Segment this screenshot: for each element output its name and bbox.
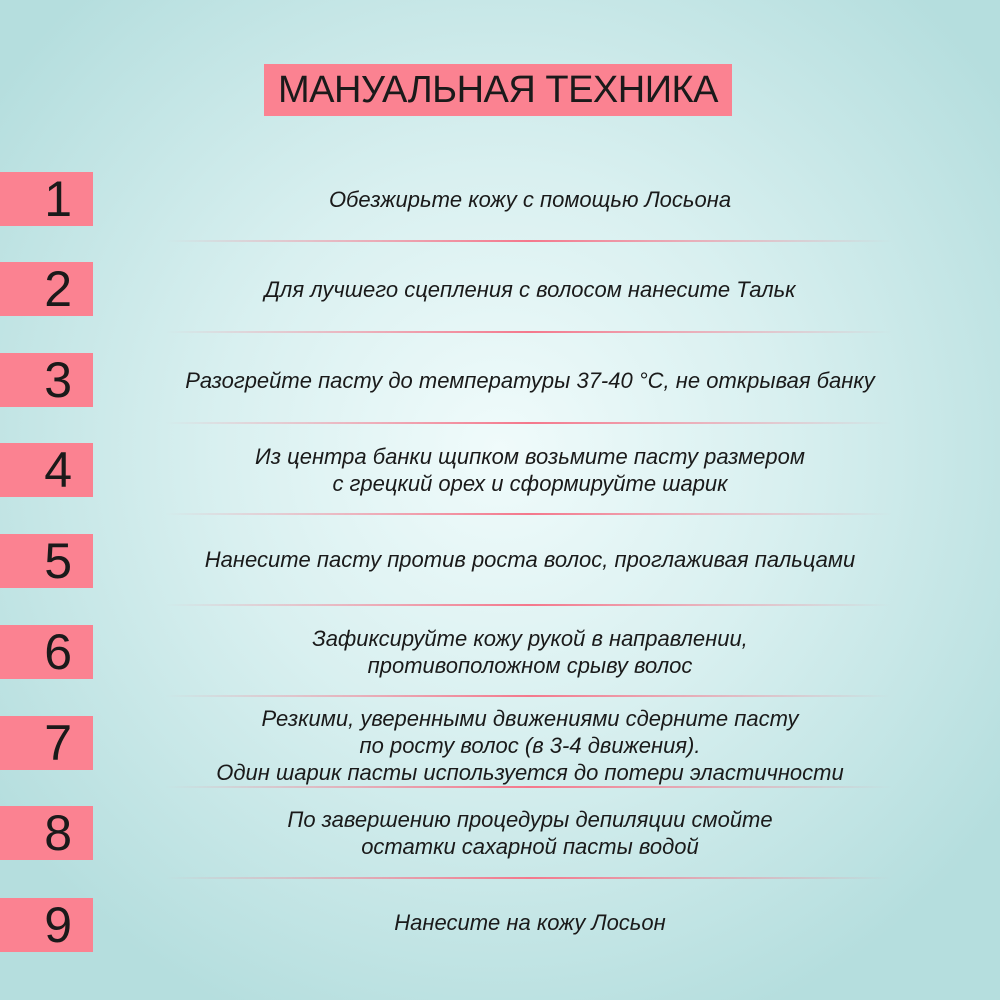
- step-number-badge: 5: [0, 534, 93, 588]
- step-number-badge: 2: [0, 262, 93, 316]
- step-divider: [165, 695, 892, 697]
- step-number-badge: 3: [0, 353, 93, 407]
- step-text-line: Разогрейте пасту до температуры 37-40 °C, не открывая банку: [185, 368, 875, 393]
- step-text-line: остатки сахарной пасты водой: [361, 834, 699, 859]
- step-number-badge: 1: [0, 172, 93, 226]
- step-text-line: по росту волос (в 3-4 движения).: [359, 733, 701, 758]
- step-text-line: Из центра банки щипком возьмите пасту размером: [255, 444, 805, 469]
- step-row-1: [0, 172, 1000, 226]
- step-row-2: [0, 262, 1000, 316]
- step-row-4: [0, 443, 1000, 497]
- step-divider: [165, 513, 892, 515]
- step-text: [150, 186, 910, 213]
- step-row-8: [0, 806, 1000, 860]
- step-divider: [165, 331, 892, 333]
- step-number-badge: 9: [0, 898, 93, 952]
- step-row-7: [0, 706, 1000, 785]
- step-divider: [165, 422, 892, 424]
- step-number-badge: 7: [0, 716, 93, 770]
- step-row-3: [0, 353, 1000, 407]
- step-text-line: Обезжирьте кожу с помощью Лосьона: [328, 187, 732, 212]
- step-number-badge: 8: [0, 806, 93, 860]
- step-text: [150, 546, 910, 573]
- step-text: [150, 909, 910, 936]
- step-row-6: [0, 625, 1000, 679]
- step-text: [150, 705, 910, 786]
- page-title: МАНУАЛЬНАЯ ТЕХНИКА: [264, 64, 732, 116]
- step-text: [150, 806, 910, 860]
- step-text-line: с грецкий орех и сформируйте шарик: [332, 471, 728, 496]
- step-divider: [165, 240, 892, 242]
- step-row-9: [0, 898, 1000, 952]
- step-text-line: Нанесите на кожу Лосьон: [394, 910, 666, 935]
- step-text: [150, 367, 910, 394]
- step-text-line: Один шарик пасты используется до потери эластичности: [216, 760, 844, 785]
- step-text-line: Нанесите пасту против роста волос, проглаживая пальцами: [204, 547, 856, 572]
- step-divider: [165, 786, 892, 788]
- step-divider: [165, 877, 892, 879]
- step-text: [150, 625, 910, 679]
- step-text-line: Резкими, уверенными движениями сдерните пасту: [261, 706, 799, 731]
- step-row-5: [0, 534, 1000, 588]
- step-text: [150, 276, 910, 303]
- step-text-line: противоположном срыву волос: [367, 653, 693, 678]
- step-divider: [165, 604, 892, 606]
- step-number-badge: 6: [0, 625, 93, 679]
- step-text-line: Зафиксируйте кожу рукой в направлении,: [312, 626, 748, 651]
- step-text-line: Для лучшего сцепления с волосом нанесите Тальк: [264, 277, 796, 302]
- step-number-badge: 4: [0, 443, 93, 497]
- step-text-line: По завершению процедуры депиляции смойте: [287, 807, 773, 832]
- step-text: [150, 443, 910, 497]
